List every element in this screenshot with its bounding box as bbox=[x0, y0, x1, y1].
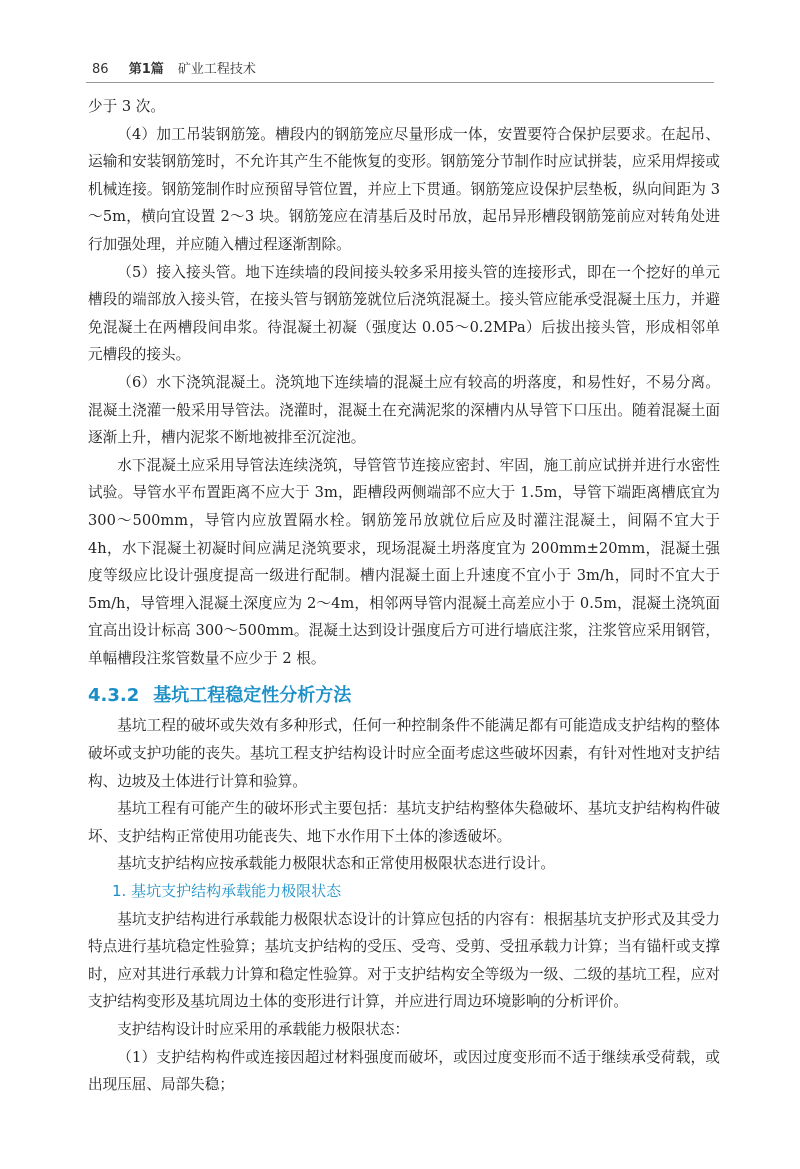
section-number: 4.3.2 bbox=[88, 685, 140, 707]
paragraph: 少于 3 次。 bbox=[88, 98, 165, 115]
paragraph: 基坑支护结构应按承载能力极限状态和正常使用极限状态进行设计。 bbox=[117, 855, 556, 873]
subsection-heading: 1. 基坑支护结构承载能力极限状态 bbox=[112, 882, 342, 901]
paragraph: 基坑工程有可能产生的破坏形式主要包括：基坑支护结构整体失稳破坏、基坑支护结构构件破坏、支护结构正常使用功能丧失、地下水作用下土体的渗透破坏。 bbox=[88, 800, 720, 845]
paragraph: （4）加工吊装钢筋笼。槽段内的钢筋笼应尽量形成一体，安置要符合保护层要求。在起吊、运输和安装钢筋笼时，不允许其产生不能恢复的变形。钢筋笼分节制作时应试拼装，应采用焊接或机械连接。钢筋笼制作时应预留导管位置，并应上下贯通。钢筋笼应设保护层垫板，纵向间距为 3～5m，横向宜设置 2～3 块。钢筋笼应在清基后及时吊放，起吊异形槽段钢筋笼前应对转角处进行加强处理，并应随入槽过程逐渐割除。 bbox=[88, 125, 720, 253]
paragraph: （6）水下浇筑混凝土。浇筑地下连续墙的混凝土应有较高的坍落度，和易性好，不易分离。混凝土浇灌一般采用导管法。浇灌时，混凝土在充满泥浆的深槽内从导管下口压出。随着混凝土面逐渐上升，槽内泥浆不断地被排至沉淀池。 bbox=[88, 373, 720, 447]
paragraph: （1）支护结构构件或连接因超过材料强度而破坏，或因过度变形而不适于继续承受荷载，或出现压屈、局部失稳； bbox=[88, 1048, 720, 1094]
paragraph: （5）接入接头管。地下连续墙的段间接头较多采用接头管的连接形式，即在一个挖好的单元槽段的端部放入接头管，在接头管与钢筋笼就位后浇筑混凝土。接头管应能承受混凝土压力，并避免混凝土在两槽段间串浆。待混凝土初凝（强度达 0.05～0.2MPa）后拔出接头管，形成相邻单元槽段的接头。 bbox=[88, 263, 720, 364]
page-header bbox=[92, 58, 712, 77]
spacer bbox=[88, 672, 720, 680]
paragraph: 水下混凝土应采用导管法连续浇筑，导管管节连接应密封、牢固，施工前应试拼并进行水密性试验。导管水平布置距离不应大于 3m，距槽段两侧端部不应大于 1.5m，导管下端距离槽底宜为 300～500mm，导管内应放置隔水栓。钢筋笼吊放就位后应及时灌注混凝土，间隔不宜大于 4h，水下混凝土初凝时间应满足浇筑要求，现场混凝土坍落度宜为 200mm±20mm，混凝土强度等级应比设计强度提高一级进行配制。槽内混凝土面上升速度不宜小于 3m/h，同时不宜大于 5m/h，导管埋入混凝土深度应为 2～4m，相邻两导管内混凝土高差应小于 0.5m，混凝土浇筑面宜高出设计标高 300～500mm。混凝土达到设计强度后方可进行墙底注浆，注浆管应采用钢管，单幅槽段注浆管数量不应少于 2 根。 bbox=[88, 456, 720, 667]
part-title: 矿业工程技术 bbox=[177, 62, 256, 77]
paragraph: 基坑支护结构进行承载能力极限状态设计的计算应包括的内容有：根据基坑支护形式及其受力特点进行基坑稳定性验算；基坑支护结构的受压、受弯、受剪、受扭承载力计算；当有锚杆或支撑时，应对其进行承载力计算和稳定性验算。对于支护结构安全等级为一级、二级的基坑工程，应对支护结构变形及基坑周边土体的变形进行计算，并应进行周边环境影响的分析评价。 bbox=[88, 910, 720, 1011]
section-heading bbox=[88, 680, 720, 712]
paragraph: 基坑工程的破坏或失效有多种形式，任何一种控制条件不能满足都有可能造成支护结构的整体破坏或支护功能的丧失。基坑工程支护结构设计时应全面考虑这些破坏因素，有针对性地对支护结构、边坡及土体进行计算和验算。 bbox=[88, 717, 720, 790]
header-rule bbox=[86, 82, 714, 83]
paragraph: 支护结构设计时应采用的承载能力极限状态： bbox=[117, 1021, 410, 1038]
section-title: 基坑工程稳定性分析方法 bbox=[153, 685, 352, 707]
page-number: 86 bbox=[92, 62, 109, 77]
part-label: 第1篇 bbox=[128, 62, 164, 77]
body-text bbox=[88, 93, 720, 1099]
